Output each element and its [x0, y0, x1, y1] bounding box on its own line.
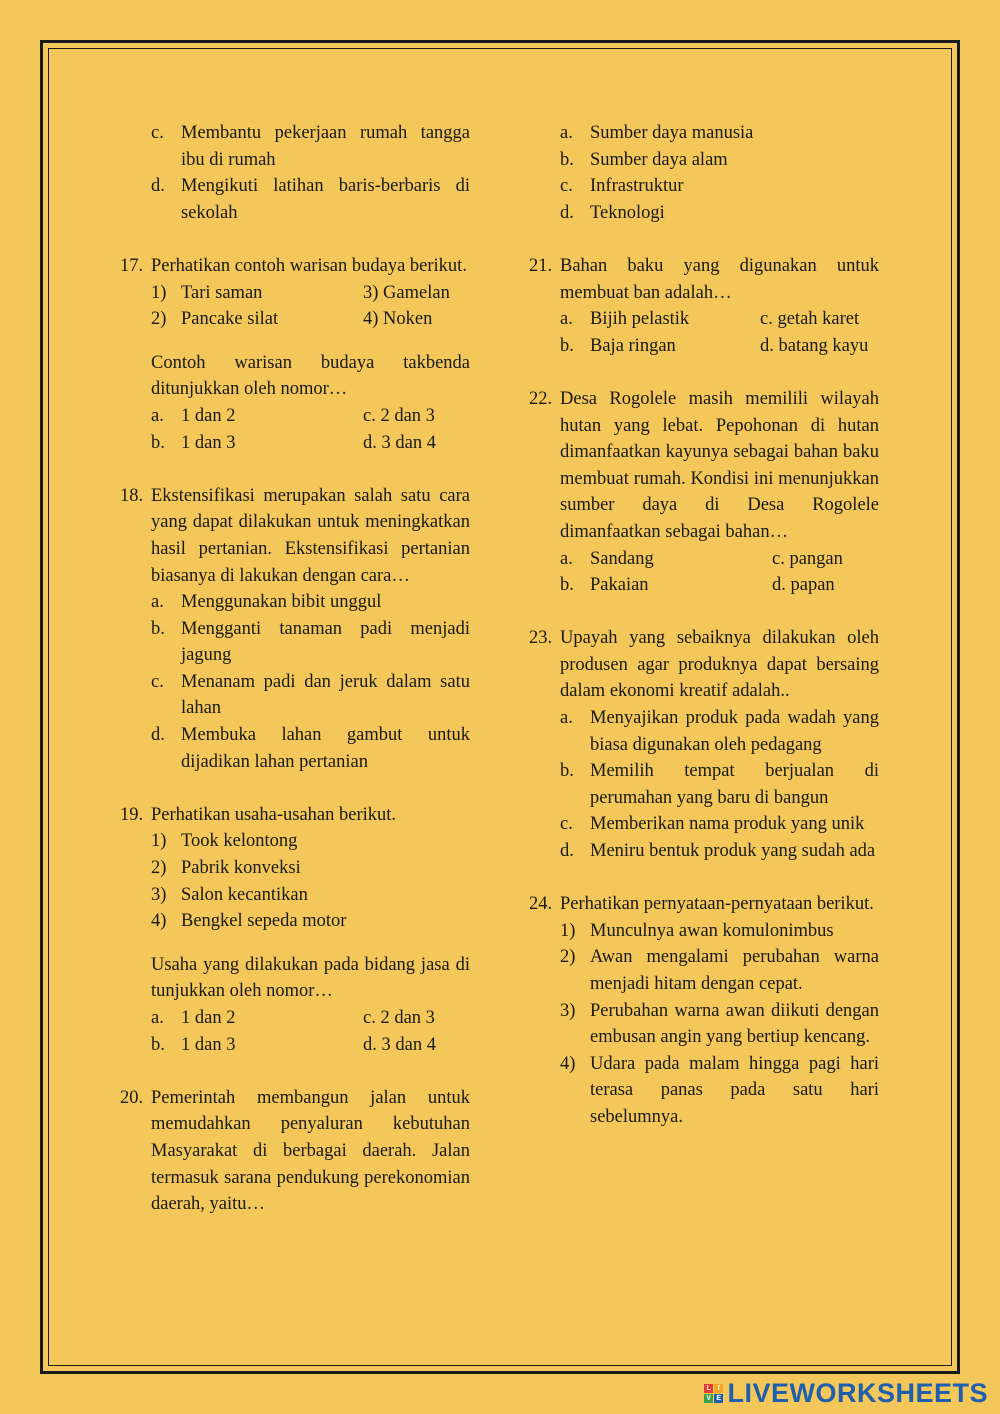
option-b[interactable]: b. Sumber daya alam [560, 149, 728, 170]
question-17 [120, 253, 470, 456]
option-b[interactable]: b. Pakaian [560, 575, 649, 596]
list-item: 1) Took kelontong [151, 831, 298, 852]
option-row [560, 546, 879, 573]
question-number: 20. [120, 1087, 144, 1108]
option-a[interactable]: a. Menggunakan bibit unggul [151, 592, 382, 613]
list-item: 3) Salon kecantikan [151, 884, 308, 905]
option-c[interactable]: c. 2 dan 3 [363, 405, 435, 426]
option-b[interactable]: b. Memilih tempat berjualan di perumahan yang baru di bangun [560, 761, 879, 808]
question-stem: Desa Rogolele masih memilili wilayah hutan yang lebat. Pepohonan di hutan dimanfaatkan kayunya sebagai bahan baku membuat rumah. Kondisi ini menunjukkan sumber daya di Desa Rogolele dimanfaatkan sebagai bahan… [560, 388, 879, 542]
question-number: 19. [120, 804, 144, 825]
question-number: 21. [529, 255, 553, 276]
question-stem: Pemerintah membangun jalan untuk memudahkan penyaluran kebutuhan Masyarakat di berbagai daerah. Jalan termasuk sarana pendukung perekonomian daerah, yaitu… [151, 1087, 470, 1215]
list-item: Pancake silat [181, 309, 279, 330]
option-a[interactable]: a. Menyajikan produk pada wadah yang biasa digunakan oleh pedagang [560, 708, 879, 755]
option-a[interactable]: a. Sumber daya manusia [560, 123, 754, 143]
list-item: Gamelan [383, 282, 450, 303]
option-a[interactable]: a. 1 dan 2 [151, 1008, 236, 1028]
left-column [120, 120, 470, 1244]
list-item: 2) Awan mengalami perubahan warna menjadi hitam dengan cepat. [560, 947, 879, 994]
option-c[interactable]: c. Membantu pekerjaan rumah tangga ibu di rumah [151, 123, 470, 170]
option-c[interactable]: c. Memberikan nama produk yang unik [560, 814, 865, 835]
question-24 [529, 891, 879, 1130]
question-18 [120, 483, 470, 776]
option-row [151, 1032, 470, 1059]
item-row: 2) Pancake silat 4) Noken [151, 306, 470, 333]
question-number: 24. [529, 894, 553, 915]
question-prompt: Usaha yang dilakukan pada bidang jasa di tunjukkan oleh nomor… [151, 954, 470, 1002]
option-d[interactable]: d. batang kayu [760, 335, 869, 356]
question-stem: Perhatikan usaha-usahan berikut. [151, 804, 397, 825]
option-c[interactable]: c. 2 dan 3 [363, 1008, 435, 1028]
list-item: 4) Bengkel sepeda motor [151, 911, 347, 932]
question-number: 18. [120, 485, 144, 506]
option-d[interactable]: d. 3 dan 4 [363, 432, 436, 453]
option-b[interactable]: b. Mengganti tanaman padi menjadi jagung [151, 618, 470, 666]
option-b[interactable]: b. Baja ringan [560, 335, 676, 356]
liveworksheets-logo[interactable] [704, 1378, 988, 1408]
option-row [151, 1005, 470, 1032]
question-22 [529, 386, 879, 599]
option-d[interactable]: d. Teknologi [560, 202, 665, 223]
list-item: 2) Pabrik konveksi [151, 858, 301, 879]
question-stem: Ekstensifikasi merupakan salah satu cara yang dapat dilakukan untuk meningkatkan hasil pertanian. Ekstensifikasi pertanian biasanya di lakukan dengan cara… [151, 485, 470, 586]
logo-text: LIVEWORKSHEETS [727, 1377, 988, 1408]
item-row: 1) Tari saman 3) Gamelan [151, 280, 470, 307]
question-20 [120, 1085, 470, 1218]
option-row [151, 430, 470, 457]
question-stem: Perhatikan pernyataan-pernyataan berikut. [560, 894, 874, 915]
option-a[interactable]: a. Sandang [560, 548, 654, 569]
right-column [529, 120, 879, 1157]
option-c[interactable]: c. Infrastruktur [560, 176, 684, 197]
option-c[interactable]: c. pangan [772, 548, 843, 569]
option-b[interactable]: b. 1 dan 3 [151, 432, 236, 453]
question-21 [529, 253, 879, 359]
q16-options-continued [151, 120, 470, 226]
question-prompt: Contoh warisan budaya takbenda ditunjukkan oleh nomor… [151, 352, 470, 400]
question-number: 23. [529, 628, 553, 649]
option-d[interactable]: d. 3 dan 4 [363, 1034, 436, 1055]
question-number: 17. [120, 255, 144, 276]
logo-mark-icon: L I V E [706, 1384, 722, 1402]
option-row [560, 333, 879, 360]
option-row [560, 306, 879, 333]
option-a[interactable]: a. Bijih pelastik [560, 309, 690, 330]
list-item: 1) Munculnya awan komulonimbus [560, 920, 834, 941]
question-23 [529, 625, 879, 864]
question-stem: Bahan baku yang digunakan untuk membuat ban adalah… [560, 255, 879, 303]
list-item: 4) Udara pada malam hingga pagi hari terasa panas pada satu hari sebelumnya. [560, 1053, 879, 1127]
option-d[interactable]: d. Mengikuti latihan baris-berbaris di sekolah [151, 176, 470, 223]
option-c[interactable]: c. getah karet [760, 309, 860, 330]
q20-options [560, 120, 879, 226]
list-item: Tari saman [181, 282, 263, 303]
list-item: Noken [383, 309, 433, 330]
option-row [560, 572, 879, 599]
option-d[interactable]: d. Meniru bentuk produk yang sudah ada [560, 841, 876, 862]
option-a[interactable]: a. 1 dan 2 [151, 405, 236, 426]
option-c[interactable]: c. Menanam padi dan jeruk dalam satu lahan [151, 671, 470, 719]
question-stem: Upayah yang sebaiknya dilakukan oleh produsen agar produknya dapat bersaing dalam ekonomi kreatif adalah.. [560, 628, 879, 702]
question-19 [120, 802, 470, 1058]
option-b[interactable]: b. 1 dan 3 [151, 1034, 236, 1055]
question-stem: Perhatikan contoh warisan budaya berikut. [151, 255, 467, 276]
option-row [151, 403, 470, 430]
list-item: 3) Perubahan warna awan diikuti dengan embusan angin yang bertiup kencang. [560, 1000, 879, 1048]
option-d[interactable]: d. papan [772, 575, 835, 596]
question-number: 22. [529, 388, 553, 409]
option-d[interactable]: d. Membuka lahan gambut untuk dijadikan lahan pertanian [151, 725, 470, 772]
